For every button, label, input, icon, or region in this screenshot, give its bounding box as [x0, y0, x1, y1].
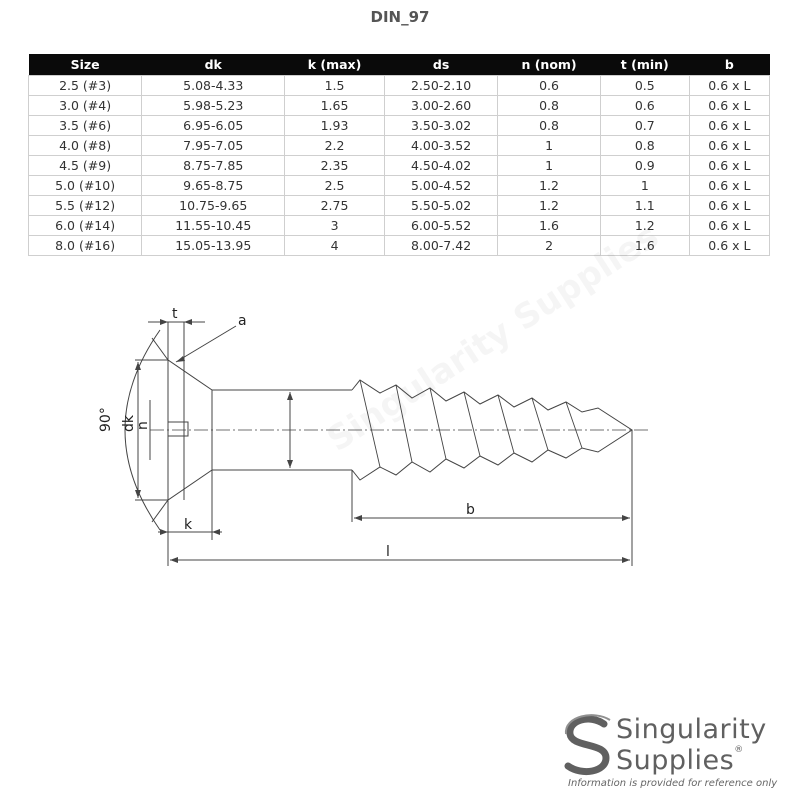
- table-header-row: [29, 54, 770, 76]
- table-cell: 0.6 x L: [689, 176, 769, 196]
- column-header: dk: [142, 54, 285, 76]
- table-cell: 4: [285, 236, 385, 256]
- column-header: Size: [29, 54, 142, 76]
- table-row: [29, 76, 770, 96]
- label-l: l: [386, 544, 390, 560]
- registered-mark: ®: [734, 745, 744, 755]
- label-b: b: [466, 502, 475, 518]
- column-header: k (max): [285, 54, 385, 76]
- table-cell: 11.55-10.45: [142, 216, 285, 236]
- label-k: k: [184, 517, 193, 533]
- table-cell: 1.5: [285, 76, 385, 96]
- table-cell: 10.75-9.65: [142, 196, 285, 216]
- table-cell: 5.98-5.23: [142, 96, 285, 116]
- column-header: b: [689, 54, 769, 76]
- table-cell: 6.95-6.05: [142, 116, 285, 136]
- table-cell: 5.08-4.33: [142, 76, 285, 96]
- table-cell: 5.5 (#12): [29, 196, 142, 216]
- table-cell: 0.7: [600, 116, 689, 136]
- table-cell: 0.6 x L: [689, 96, 769, 116]
- table-cell: 2.5: [285, 176, 385, 196]
- label-angle: 90°: [98, 407, 114, 432]
- table-cell: 5.00-4.52: [384, 176, 498, 196]
- table-cell: 4.50-4.02: [384, 156, 498, 176]
- column-header: ds: [384, 54, 498, 76]
- logo-s-icon: [560, 712, 616, 778]
- table-cell: 0.6 x L: [689, 216, 769, 236]
- table-row: [29, 116, 770, 136]
- table-cell: 5.0 (#10): [29, 176, 142, 196]
- table-cell: 0.8: [498, 116, 600, 136]
- table-cell: 0.8: [498, 96, 600, 116]
- table-cell: 1: [600, 176, 689, 196]
- table-cell: 0.6 x L: [689, 116, 769, 136]
- table-cell: 7.95-7.05: [142, 136, 285, 156]
- screw-drawing: [0, 295, 800, 595]
- table-cell: 1: [498, 156, 600, 176]
- table-row: [29, 176, 770, 196]
- table-cell: 1.65: [285, 96, 385, 116]
- table-row: [29, 156, 770, 176]
- label-t: t: [172, 306, 178, 322]
- disclaimer-text: Information is provided for reference only: [568, 778, 778, 789]
- table-cell: 0.6 x L: [689, 236, 769, 256]
- label-n: n: [135, 421, 151, 430]
- table-cell: 8.75-7.85: [142, 156, 285, 176]
- table-cell: 3.5 (#6): [29, 116, 142, 136]
- table-cell: 2.5 (#3): [29, 76, 142, 96]
- table-cell: 3.50-3.02: [384, 116, 498, 136]
- table-cell: 2.2: [285, 136, 385, 156]
- table-cell: 2.50-2.10: [384, 76, 498, 96]
- spec-table: [28, 54, 770, 256]
- table-cell: 3.0 (#4): [29, 96, 142, 116]
- table-cell: 1.2: [498, 196, 600, 216]
- table-cell: 1: [498, 136, 600, 156]
- table-cell: 15.05-13.95: [142, 236, 285, 256]
- table-row: [29, 136, 770, 156]
- table-cell: 2.75: [285, 196, 385, 216]
- table-cell: 1.6: [498, 216, 600, 236]
- table-cell: 1.2: [498, 176, 600, 196]
- label-dk: dk: [121, 415, 137, 432]
- table-cell: 4.00-3.52: [384, 136, 498, 156]
- slot: [168, 422, 188, 436]
- thread-crests: [360, 380, 582, 467]
- table-cell: 0.8: [600, 136, 689, 156]
- table-cell: 0.9: [600, 156, 689, 176]
- page-title: DIN_97: [370, 8, 430, 26]
- table-cell: 0.6 x L: [689, 156, 769, 176]
- table-cell: 2: [498, 236, 600, 256]
- table-cell: 1.93: [285, 116, 385, 136]
- logo-line1: Singularity: [616, 714, 767, 745]
- table-row: [29, 196, 770, 216]
- table-cell: 1.6: [600, 236, 689, 256]
- table-cell: 8.00-7.42: [384, 236, 498, 256]
- table-cell: 0.6 x L: [689, 76, 769, 96]
- table-row: [29, 96, 770, 116]
- table-cell: 0.6: [498, 76, 600, 96]
- table-cell: 1.1: [600, 196, 689, 216]
- table-cell: 0.5: [600, 76, 689, 96]
- table-cell: 1.2: [600, 216, 689, 236]
- column-header: t (min): [600, 54, 689, 76]
- table-cell: 6.00-5.52: [384, 216, 498, 236]
- table-cell: 6.0 (#14): [29, 216, 142, 236]
- table-cell: 0.6: [600, 96, 689, 116]
- a-leader: [176, 326, 236, 362]
- label-a: a: [238, 313, 247, 329]
- table-cell: 2.35: [285, 156, 385, 176]
- table-cell: 0.6 x L: [689, 196, 769, 216]
- table-cell: 5.50-5.02: [384, 196, 498, 216]
- column-header: n (nom): [498, 54, 600, 76]
- table-cell: 4.0 (#8): [29, 136, 142, 156]
- table-cell: 4.5 (#9): [29, 156, 142, 176]
- table-cell: 3: [285, 216, 385, 236]
- table-row: [29, 216, 770, 236]
- arrowheads: [135, 319, 630, 563]
- table-cell: 3.00-2.60: [384, 96, 498, 116]
- logo-line2: Supplies®: [616, 745, 744, 776]
- table-cell: 0.6 x L: [689, 136, 769, 156]
- table-cell: 8.0 (#16): [29, 236, 142, 256]
- table-cell: 9.65-8.75: [142, 176, 285, 196]
